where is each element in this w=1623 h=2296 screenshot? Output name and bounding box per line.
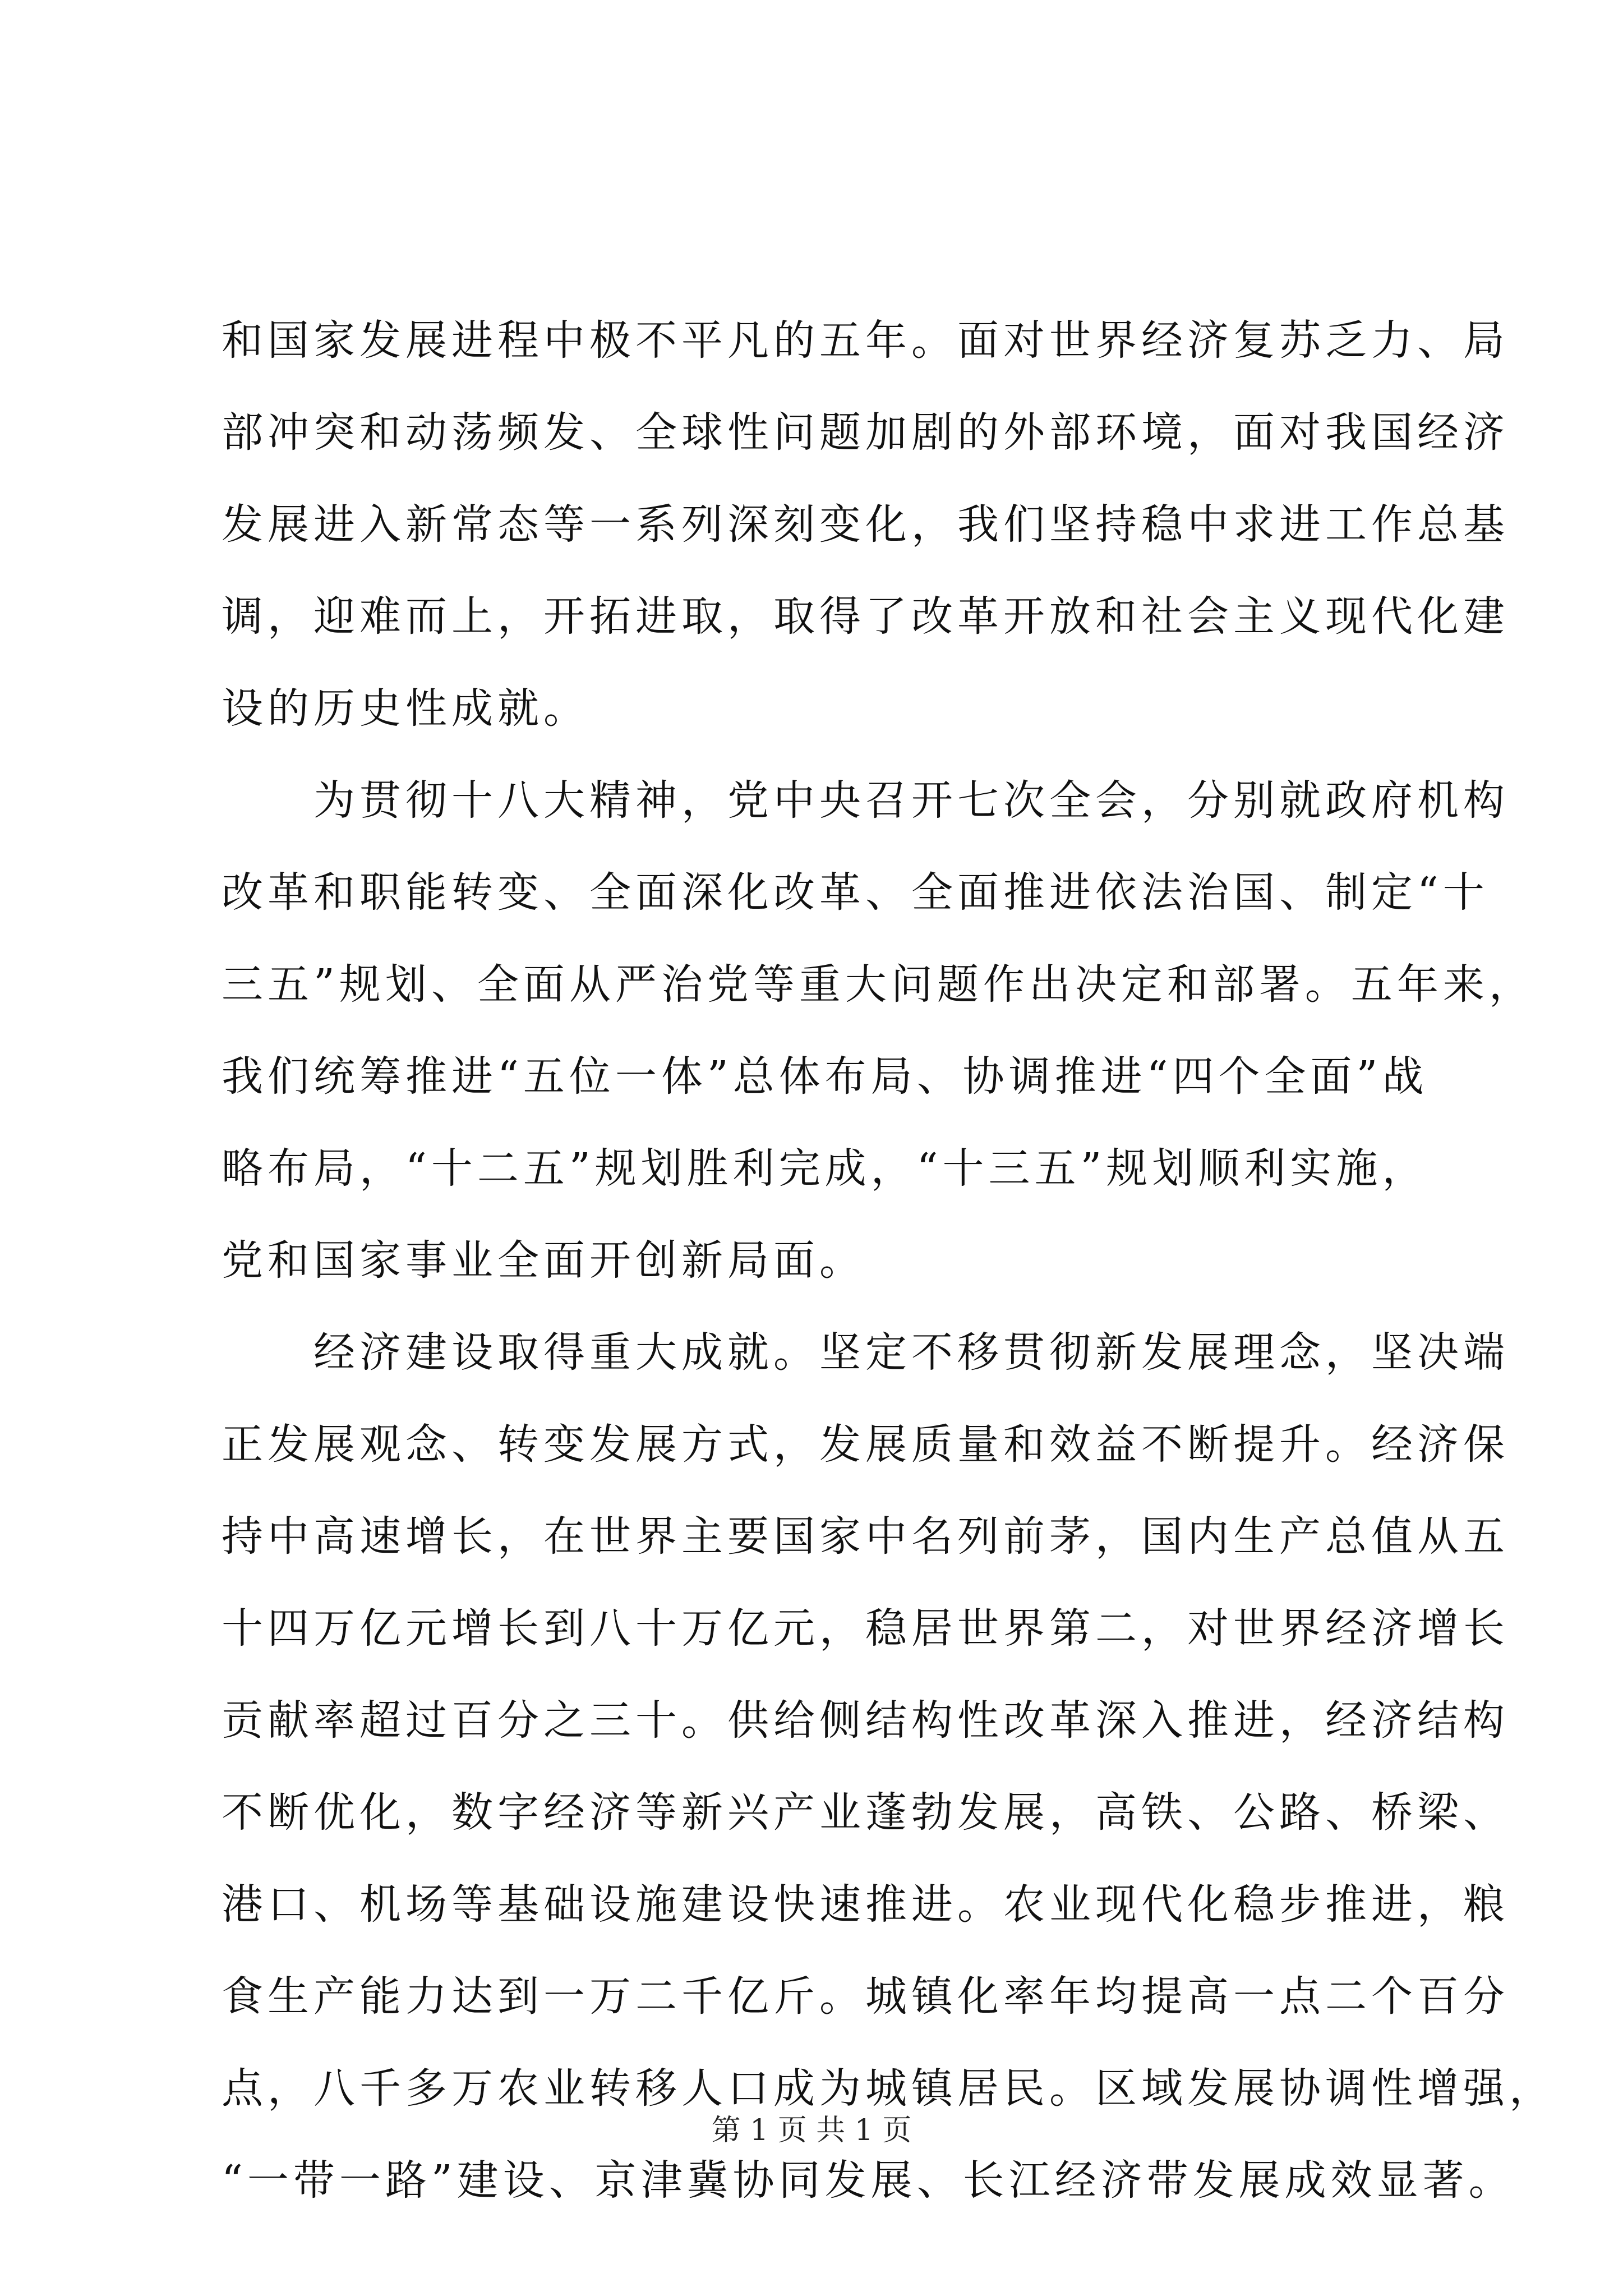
text-line: 十四万亿元增长到八十万亿元，稳居世界第二，对世界经济增长	[222, 1604, 1509, 1653]
text-line: 经济建设取得重大成就。坚定不移贯彻新发展理念，坚决端	[222, 1328, 1509, 1377]
text-line: 和国家发展进程中极不平凡的五年。面对世界经济复苏乏力、局	[222, 316, 1509, 365]
text-line: 设的历史性成就。	[222, 684, 589, 733]
text-line: “一带一路”建设、京津冀协同发展、长江经济带发展成效显著。	[222, 2156, 1515, 2205]
text-line: 贡献率超过百分之三十。供给侧结构性改革深入推进，经济结构	[222, 1696, 1509, 1745]
text-line: 持中高速增长，在世界主要国家中名列前茅，国内生产总值从五	[222, 1512, 1509, 1561]
text-line: 食生产能力达到一万二千亿斤。城镇化率年均提高一点二个百分	[222, 1972, 1509, 2021]
paragraph-3	[222, 1306, 1555, 2226]
text-line: 改革和职能转变、全面深化改革、全面推进依法治国、制定“十	[222, 868, 1489, 917]
text-line: 党和国家事业全面开创新局面。	[222, 1236, 865, 1285]
text-line: 调，迎难而上，开拓进取，取得了改革开放和社会主义现代化建	[222, 592, 1509, 641]
text-line: 港口、机场等基础设施建设快速推进。农业现代化稳步推进，粮	[222, 1880, 1509, 1929]
text-line: 为贯彻十八大精神，党中央召开七次全会，分别就政府机构	[222, 776, 1509, 825]
text-line: 略布局，“十二五”规划胜利完成，“十三五”规划顺利实施，	[222, 1144, 1428, 1193]
paragraph-1	[222, 295, 1509, 754]
paragraph-2	[222, 754, 1535, 1306]
document-body	[222, 295, 1555, 2226]
text-line: 不断优化，数字经济等新兴产业蓬勃发展，高铁、公路、桥梁、	[222, 1788, 1509, 1837]
text-line: 正发展观念、转变发展方式，发展质量和效益不断提升。经济保	[222, 1420, 1509, 1469]
page-number-footer: 第 1 页 共 1 页	[711, 2114, 912, 2147]
text-line: 点，八千多万农业转移人口成为城镇居民。区域发展协调性增强，	[222, 2064, 1555, 2113]
text-line: 部冲突和动荡频发、全球性问题加剧的外部环境，面对我国经济	[222, 408, 1509, 457]
text-line: 三五”规划、全面从严治党等重大问题作出决定和部署。五年来，	[222, 960, 1535, 1009]
text-line: 发展进入新常态等一系列深刻变化，我们坚持稳中求进工作总基	[222, 500, 1509, 549]
text-line: 我们统筹推进“五位一体”总体布局、协调推进“四个全面”战	[222, 1052, 1428, 1101]
